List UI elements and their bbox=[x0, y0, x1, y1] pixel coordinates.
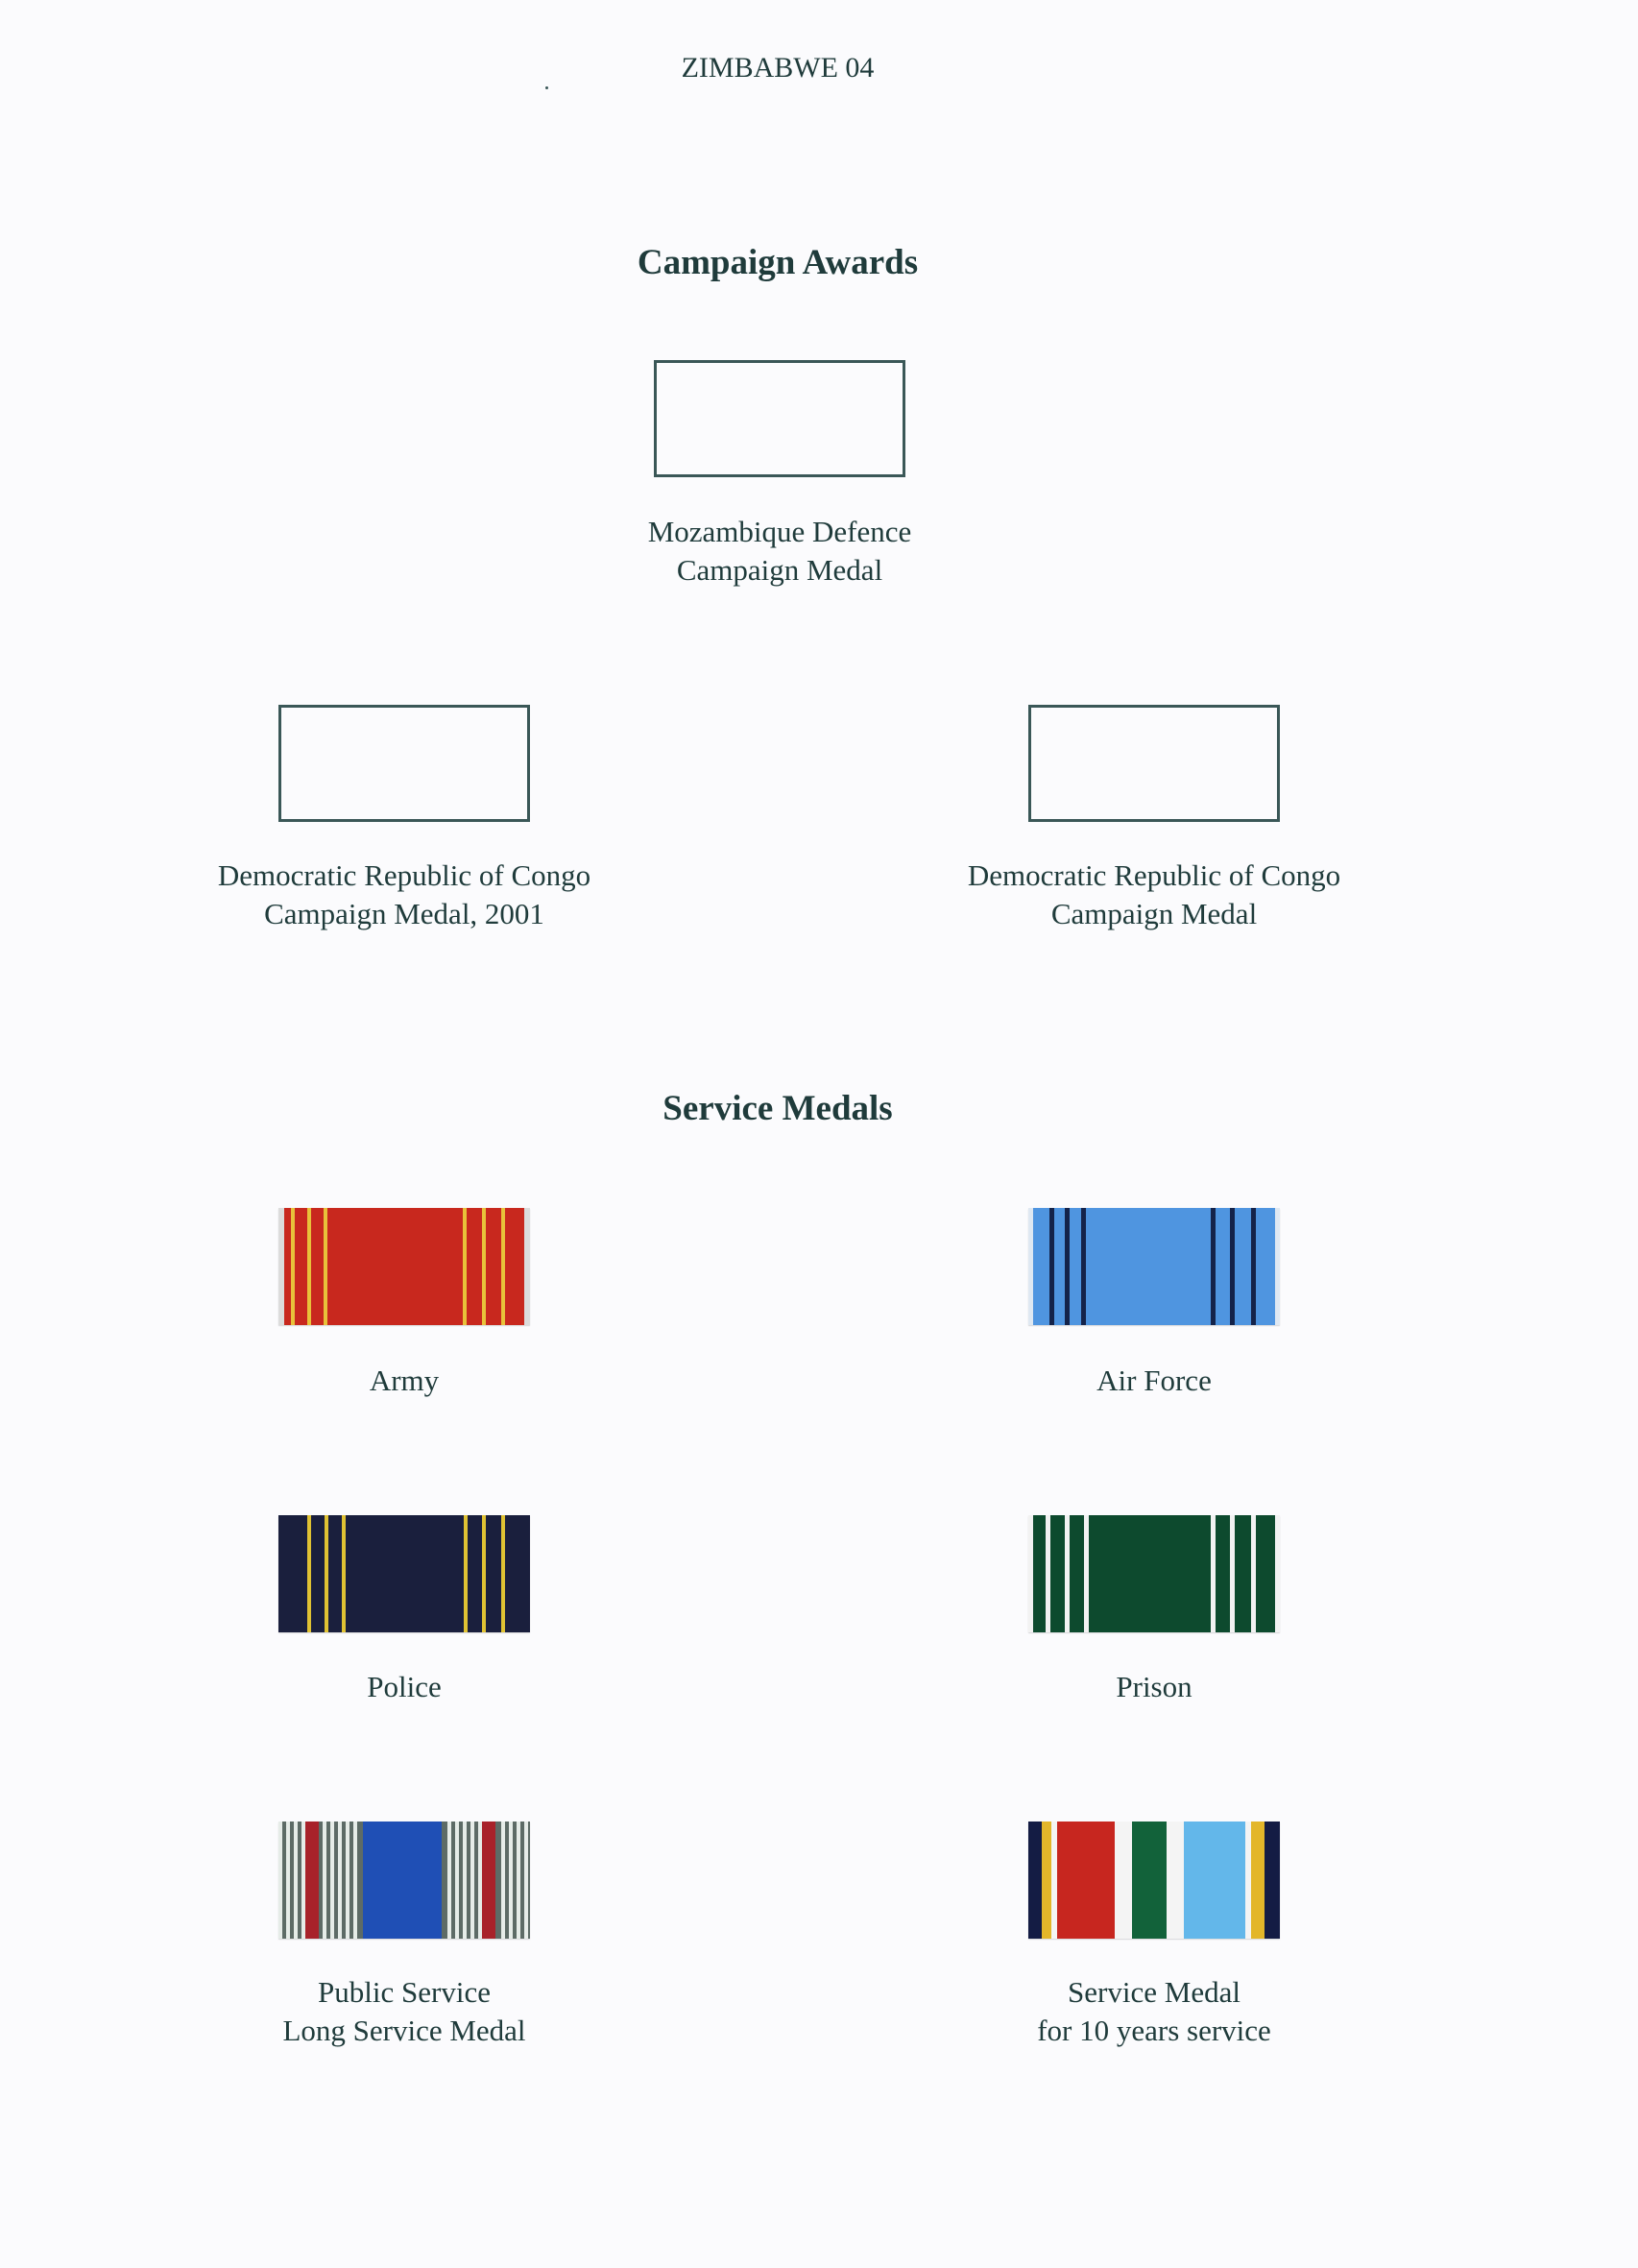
prison-caption: Prison bbox=[1116, 1670, 1192, 1703]
prison-ribbon bbox=[1028, 1515, 1280, 1632]
public-service-ribbon bbox=[278, 1822, 530, 1939]
campaign-awards-heading: Campaign Awards bbox=[637, 243, 919, 282]
army-caption: Army bbox=[369, 1363, 440, 1397]
drc-ribbon-placeholder bbox=[1028, 705, 1280, 822]
page-label: ZIMBABWE 04 bbox=[681, 52, 875, 84]
drc-2001-medal-caption: Democratic Republic of Congo Campaign Medal, 2001 bbox=[217, 858, 591, 930]
drc-2001-ribbon-placeholder bbox=[278, 705, 530, 822]
mozambique-ribbon-placeholder bbox=[654, 360, 905, 477]
drc-medal-caption: Democratic Republic of Congo Campaign Medal bbox=[967, 858, 1341, 930]
public-service-caption: Public Service Long Service Medal bbox=[282, 1975, 526, 2047]
police-caption: Police bbox=[367, 1670, 442, 1703]
mozambique-medal-caption: Mozambique Defence Campaign Medal bbox=[647, 515, 912, 587]
service-medals-heading: Service Medals bbox=[662, 1089, 893, 1128]
army-ribbon-base bbox=[278, 1208, 530, 1325]
air-force-caption: Air Force bbox=[1096, 1363, 1212, 1397]
ten-year-service-ribbon bbox=[1028, 1822, 1280, 1939]
ten-year-service-caption: Service Medal for 10 years service bbox=[1037, 1975, 1271, 2047]
police-ribbon bbox=[278, 1515, 530, 1632]
air-force-ribbon bbox=[1028, 1208, 1280, 1325]
stray-dot bbox=[545, 86, 548, 89]
army-ribbon bbox=[278, 1208, 530, 1325]
